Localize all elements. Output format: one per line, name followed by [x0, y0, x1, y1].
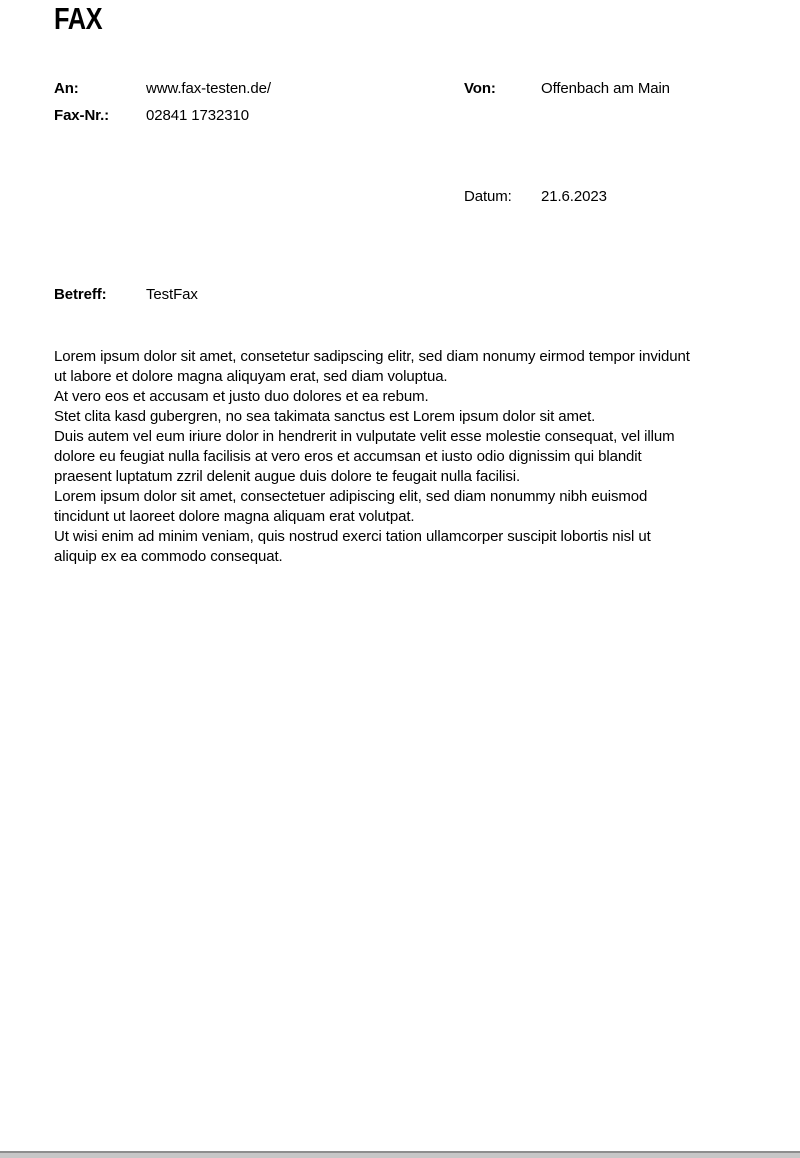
an-field-value: www.fax-testen.de/	[146, 80, 271, 97]
betreff-field-value: TestFax	[146, 286, 198, 303]
body-text-line: Lorem ipsum dolor sit amet, consectetuer adipiscing elit, sed diam nonummy nibh euismod	[54, 488, 648, 505]
body-text-line: tincidunt ut laoreet dolore magna aliquam erat volutpat.	[54, 508, 415, 525]
von-field-value: Offenbach am Main	[541, 80, 670, 97]
body-text-line: aliquip ex ea commodo consequat.	[54, 548, 283, 565]
fax-nr-field-value: 02841 1732310	[146, 107, 249, 124]
body-text-line: praesent luptatum zzril delenit augue duis dolore te feugait nulla facilisi.	[54, 468, 521, 485]
von-field-label: Von:	[464, 80, 496, 97]
datum-field-label: Datum:	[464, 188, 512, 205]
body-text-line: dolore eu feugiat nulla facilisis at vero eros et accumsan et iusto odio dignissim qui blandit	[54, 448, 642, 465]
an-field-label: An:	[54, 80, 79, 97]
betreff-field-label: Betreff:	[54, 286, 107, 303]
fax-title: FAX	[54, 1, 103, 36]
datum-field-value: 21.6.2023	[541, 188, 607, 205]
fax-nr-field-label: Fax-Nr.:	[54, 107, 110, 124]
body-text-line: At vero eos et accusam et justo duo dolores et ea rebum.	[54, 388, 429, 405]
fax-body-text	[54, 347, 754, 567]
body-text-line: Duis autem vel eum iriure dolor in hendrerit in vulputate velit esse molestie consequat, vel illum	[54, 428, 675, 445]
body-text-line: Stet clita kasd gubergren, no sea takimata sanctus est Lorem ipsum dolor sit amet.	[54, 408, 596, 425]
body-text-line: Lorem ipsum dolor sit amet, consetetur sadipscing elitr, sed diam nonumy eirmod tempor invidunt	[54, 348, 690, 365]
body-text-line: Ut wisi enim ad minim veniam, quis nostrud exerci tation ullamcorper suscipit lobortis nisl ut	[54, 528, 651, 545]
body-text-line: ut labore et dolore magna aliquyam erat, sed diam voluptua.	[54, 368, 448, 385]
bottom-page-edge-bar	[0, 1151, 800, 1158]
